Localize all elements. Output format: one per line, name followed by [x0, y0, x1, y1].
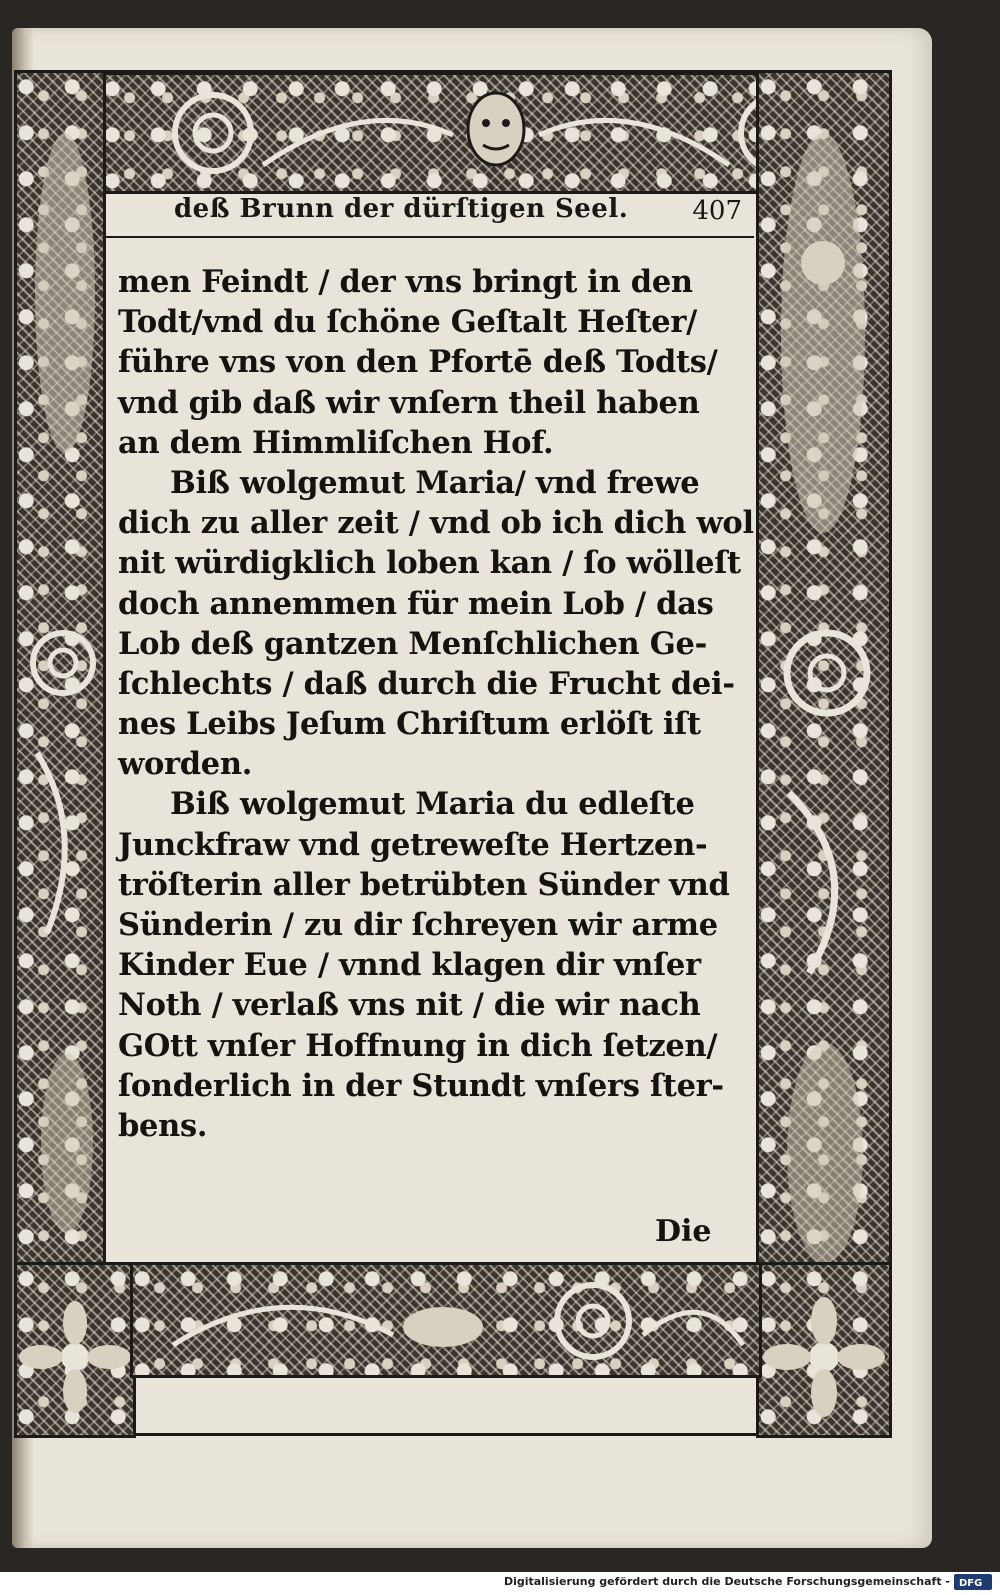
- page-header: [104, 190, 754, 238]
- woodcut-corner-flower-right: [756, 1262, 892, 1438]
- text-line: Kinder Eue / vnnd klagen dir vnſer: [118, 947, 701, 984]
- running-title: deß Brunn der dürſtigen Seel.: [174, 194, 629, 224]
- text-line: vnd gib daß wir vnſern theil haben: [118, 384, 700, 421]
- text-line: worden.: [118, 746, 253, 783]
- text-line: Todt/vnd du ſchöne Geſtalt Heſter/: [118, 304, 698, 341]
- text-line: doch annemmen für mein Lob / das: [118, 585, 714, 622]
- woodcut-border-bottom: [130, 1262, 762, 1378]
- dfg-logo: [954, 1574, 992, 1590]
- woodcut-border-left: [14, 70, 106, 1436]
- text-line: men Feindt / der vns bringt in den: [118, 264, 693, 300]
- catchword: Die: [655, 1214, 712, 1249]
- text-line: ſchlechts / daß durch die Frucht dei-: [118, 665, 735, 702]
- text-line: bens.: [118, 1107, 208, 1144]
- text-line: Lob deß gantzen Menſchlichen Ge-: [118, 625, 707, 662]
- text-line: dich zu aller zeit / vnd ob ich dich wol: [118, 505, 754, 542]
- text-line: Biß wolgemut Maria du edleſte: [170, 786, 695, 823]
- text-line: nit würdigklich loben kan / ſo wölleſt: [118, 545, 741, 582]
- text-line: tröſterin aller betrübten Sünder vnd: [118, 866, 730, 903]
- page-number: 407: [692, 196, 742, 226]
- text-line: nes Leibs Jeſum Chriſtum erlöſt iſt: [118, 706, 701, 743]
- footer-bar: [0, 1572, 1000, 1595]
- text-line: an dem Himmliſchen Hof.: [118, 424, 554, 461]
- woodcut-corner-flower-left: [14, 1262, 136, 1438]
- text-line: Noth / verlaß vns nit / die wir nach: [118, 987, 701, 1024]
- text-line: Junckfraw vnd getreweſte Hertzen-: [118, 826, 708, 863]
- body-text: [118, 262, 763, 1146]
- text-line: führe vns von den Pfortē deß Todts/: [118, 344, 718, 381]
- dfg-logo-text: DFG: [959, 1578, 983, 1589]
- text-line: Biß wolgemut Maria/ vnd frewe: [170, 464, 700, 501]
- woodcut-border-right: [756, 70, 892, 1436]
- text-line: Sünderin / zu dir ſchreyen wir arme: [118, 907, 718, 943]
- digitization-credit: Digitalisierung gefördert durch die Deutsche Forschungsgemeinschaft -: [503, 1575, 950, 1588]
- text-line: GOtt vnſer Hoffnung in dich ſetzen/: [118, 1027, 718, 1064]
- text-line: ſonderlich in der Stundt vnſers ſter-: [118, 1067, 724, 1104]
